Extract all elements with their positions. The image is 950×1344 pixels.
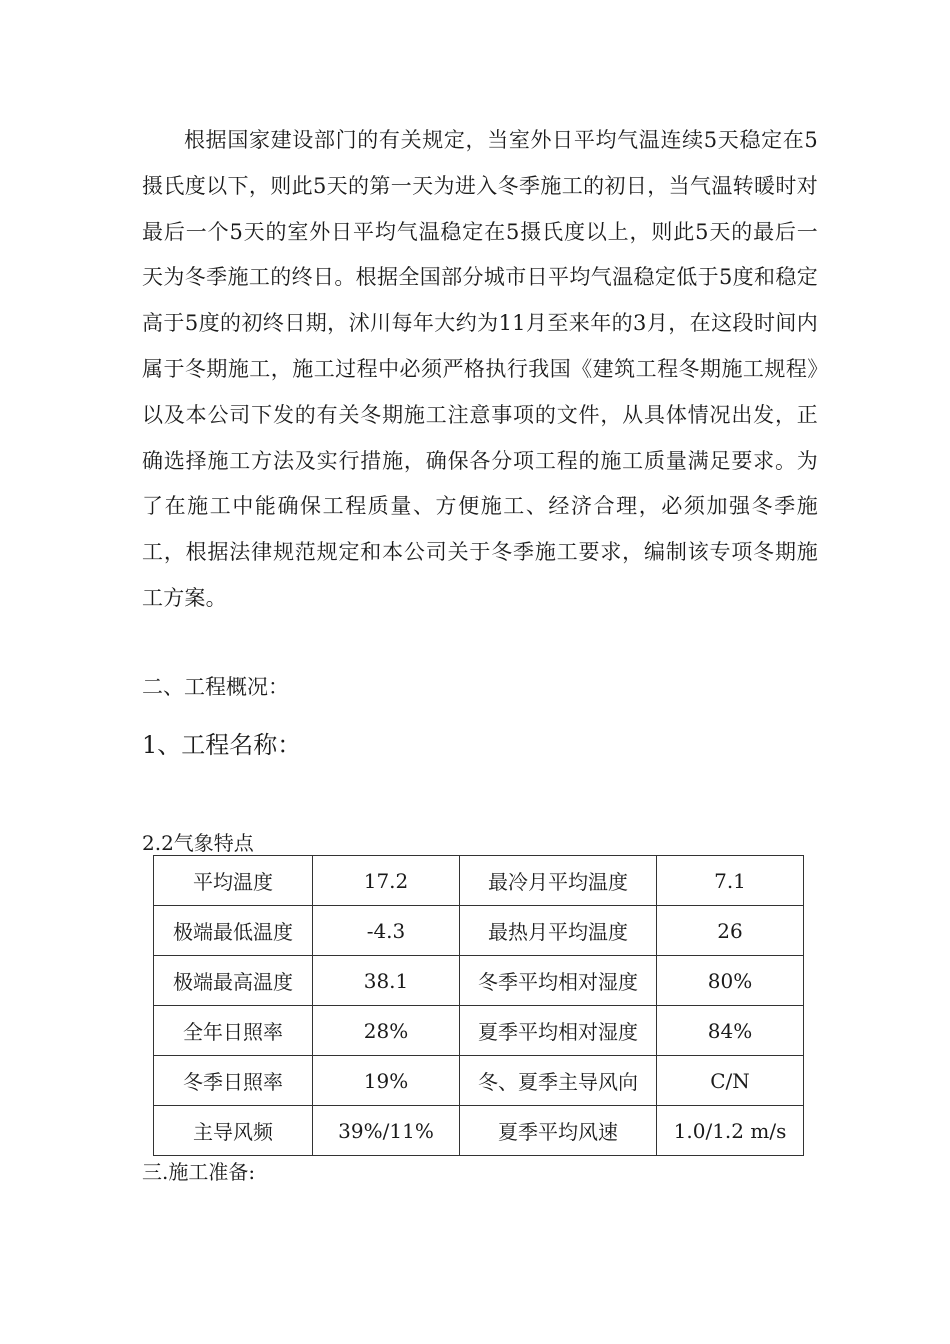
table-cell-label: 夏季平均相对湿度	[460, 1006, 657, 1056]
table-cell-value: 38.1	[313, 956, 460, 1006]
section-2-heading: 二、工程概况：	[142, 675, 289, 699]
table-cell-label: 全年日照率	[154, 1006, 313, 1056]
section-3-heading: 三.施工准备:	[142, 1160, 256, 1184]
table-cell-value: 84%	[657, 1006, 804, 1056]
table-row	[154, 1106, 804, 1156]
table-cell-value: 39%/11%	[313, 1106, 460, 1156]
table-cell-value: 80%	[657, 956, 804, 1006]
table-cell-value: C/N	[657, 1056, 804, 1106]
table-row	[154, 1056, 804, 1106]
table-cell-value: 28%	[313, 1006, 460, 1056]
table-cell-label: 最冷月平均温度	[460, 856, 657, 906]
table-cell-label: 极端最高温度	[154, 956, 313, 1006]
table-cell-label: 冬季平均相对湿度	[460, 956, 657, 1006]
table-cell-value: 7.1	[657, 856, 804, 906]
table-row	[154, 1006, 804, 1056]
table-cell-label: 夏季平均风速	[460, 1106, 657, 1156]
table-cell-value: 17.2	[313, 856, 460, 906]
table-cell-value: 1.0/1.2 m/s	[657, 1106, 804, 1156]
table-cell-label: 最热月平均温度	[460, 906, 657, 956]
intro-paragraph: 根据国家建设部门的有关规定，当室外日平均气温连续5天稳定在5摄氏度以下，则此5天的第一天为进入冬季施工的初日，当气温转暖时对最后一个5天的室外日平均气温稳定在5摄氏度以上，则此5天的最后一天为冬季施工的终日。根据全国部分城市日平均气温稳定低于5度和稳定高于5度的初终日期，沭川每年大约为11月至来年的3月，在这段时间内属于冬期施工，施工过程中必须严格执行我国《建筑工程冬期施工规程》以及本公司下发的有关冬期施工注意事项的文件，从具体情况出发，正确选择施工方法及实行措施，确保各分项工程的施工质量满足要求。为了在施工中能确保工程质量、方便施工、经济合理，必须加强冬季施工，根据法律规范规定和本公司关于冬季施工要求，编制该专项冬期施工方案。	[142, 128, 818, 610]
table-row	[154, 856, 804, 906]
table-cell-value: 19%	[313, 1056, 460, 1106]
table-cell-label: 冬季日照率	[154, 1056, 313, 1106]
table-cell-label: 主导风频	[154, 1106, 313, 1156]
table-cell-label: 冬、夏季主导风向	[460, 1056, 657, 1106]
table-row	[154, 956, 804, 1006]
climate-table	[153, 855, 804, 1156]
climate-heading: 2.2气象特点	[142, 831, 254, 855]
table-cell-label: 极端最低温度	[154, 906, 313, 956]
table-cell-value: -4.3	[313, 906, 460, 956]
project-name-heading: 1、工程名称：	[142, 731, 302, 759]
table-row	[154, 906, 804, 956]
table-cell-value: 26	[657, 906, 804, 956]
table-cell-label: 平均温度	[154, 856, 313, 906]
